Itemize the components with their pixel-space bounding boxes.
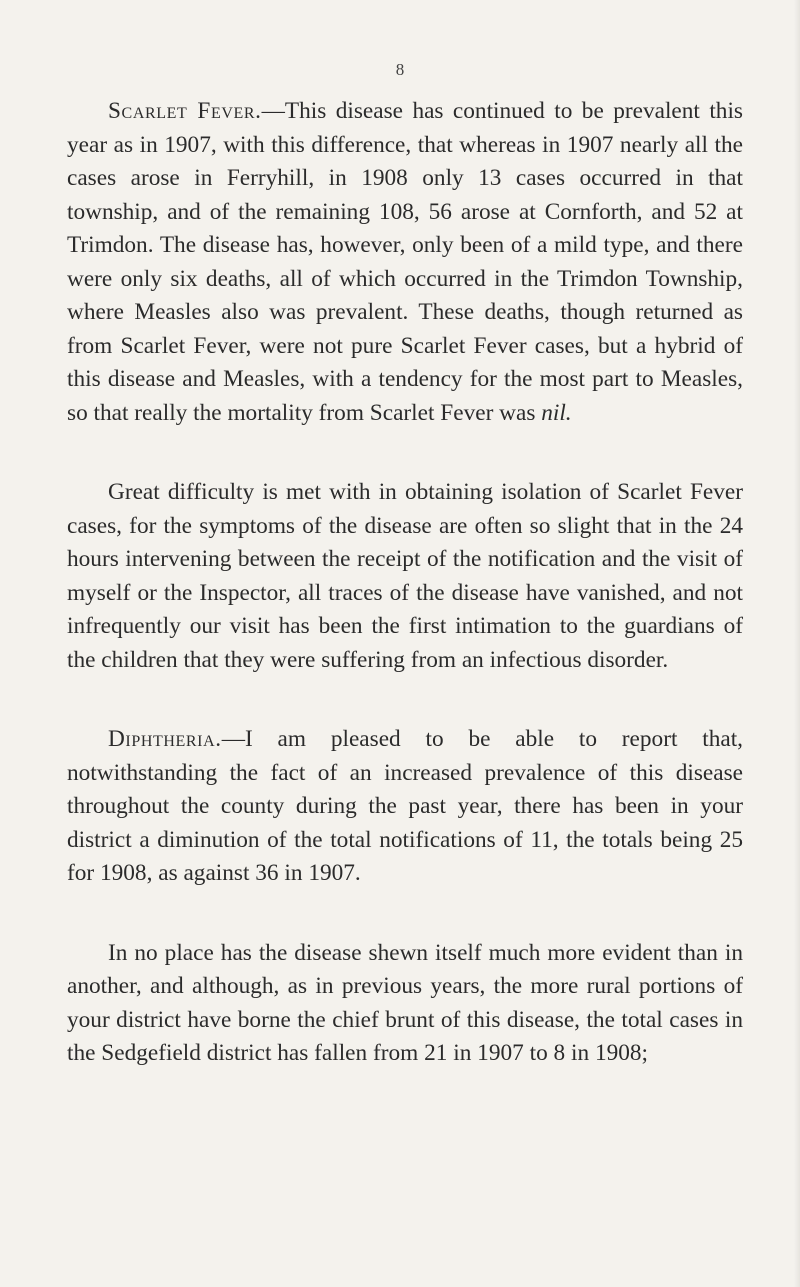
body-text xyxy=(67,95,743,1071)
paragraph-isolation xyxy=(67,476,743,677)
paragraph-district-comparison xyxy=(67,937,743,1071)
paragraph-text: —This disease has continued to be prevalent this year as in 1907, with this difference, that whereas in 1907 nearly all the cases arose in Ferryhill, in 1908 only 13 cases occurred in that township, and of the remaining 108, 56 arose at Cornforth, and 52 at Trimdon. The disease has, however, only been of a mild type, and there were only six deaths, all of which occurred in the Trimdon Township, where Measles also was prevalent. These deaths, though returned as from Scarlet Fever, were not pure Scarlet Fever cases, but a hybrid of this disease and Measles, with a tendency for the most part to Measles, so that really the mortality from Scarlet Fever was xyxy=(67,98,743,426)
paragraph-text: Great difficulty is met with in obtaining isolation of Scarlet Fever cases, for the symptoms of the disease are often so slight that in the 24 hours intervening between the receipt of the notification and the visit of myself or the Inspector, all traces of the disease have vanished, and not infrequently our visit has been the first intimation to the guardians of the children that they were suffering from an infectious disorder. xyxy=(67,479,743,673)
page-edge-shadow xyxy=(794,0,800,1287)
paragraph-scarlet-fever xyxy=(67,95,743,430)
section-heading-scarlet-fever: Scarlet Fever. xyxy=(108,98,262,124)
paragraph-diphtheria xyxy=(67,723,743,891)
section-heading-diphtheria: Diphtheria. xyxy=(108,726,222,752)
emphasis-nil: nil. xyxy=(541,399,572,426)
page-number: 8 xyxy=(395,60,405,79)
paragraph-text: —I am pleased to be able to report that, notwithstanding the fact of an increased prevalence of this disease throughout the county during the past year, there has been in your district a diminution of the total notifications of 11, the totals being 25 for 1908, as against 36 in 1907. xyxy=(67,726,743,886)
paragraph-text: In no place has the disease shewn itself much more evident than in another, and although, as in previous years, the more rural portions of your district have borne the chief brunt of this disease, the total cases in the Sedgefield district has fallen from 21 in 1907 to 8 in 1908; xyxy=(67,939,743,1066)
